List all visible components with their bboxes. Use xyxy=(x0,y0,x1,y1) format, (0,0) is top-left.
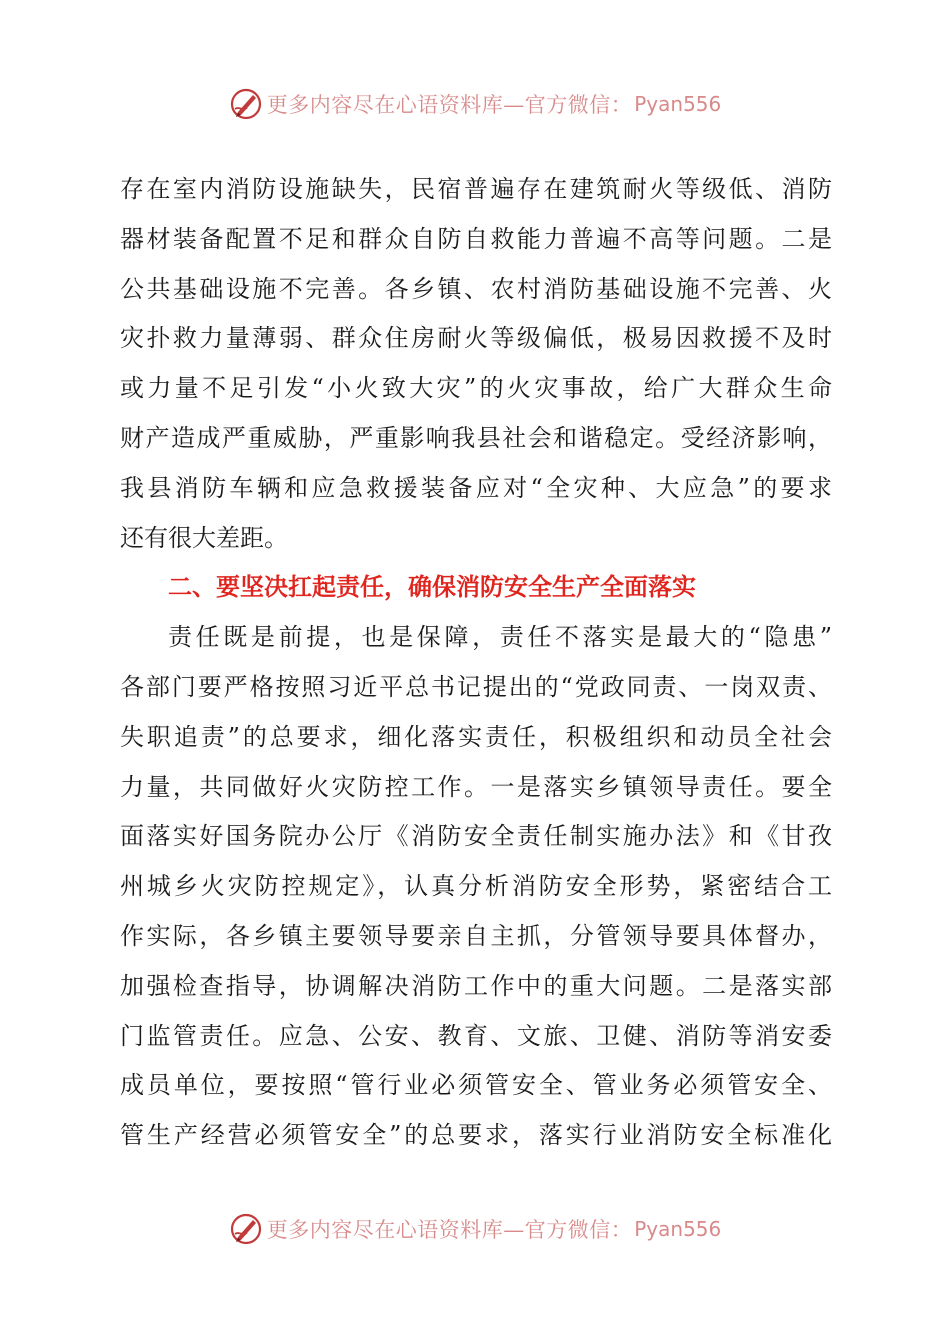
paragraph-2-line: 力量，共同做好火灾防控工作。一是落实乡镇领导责任。要全 xyxy=(120,772,832,801)
paragraph-2-line: 责任既是前提，也是保障，责任不落实是最大的“隐患” xyxy=(168,623,832,652)
section-heading: 二、要坚决扛起责任，确保消防安全生产全面落实 xyxy=(168,573,696,602)
banner-text: 更多内容尽在心语资料库—官方微信： xyxy=(266,1218,633,1242)
pen-logo-icon xyxy=(229,1212,263,1246)
paragraph-2-line: 面落实好国务院办公厅《消防安全责任制实施办法》和《甘孜 xyxy=(120,822,832,851)
header-banner xyxy=(0,84,950,124)
paragraph-2-line: 加强检查指导，协调解决消防工作中的重大问题。二是落实部 xyxy=(120,971,832,1000)
paragraph-1-line: 灾扑救力量薄弱、群众住房耐火等级偏低，极易因救援不及时 xyxy=(120,324,832,353)
paragraph-1-line: 还有很大差距。 xyxy=(120,523,288,552)
paragraph-1-line: 财产造成严重威胁，严重影响我县社会和谐稳定。受经济影响， xyxy=(120,423,832,452)
paragraph-1-line: 存在室内消防设施缺失，民宿普遍存在建筑耐火等级低、消防 xyxy=(120,175,832,203)
paragraph-2-line: 成员单位，要按照“管行业必须管安全、管业务必须管安全、 xyxy=(120,1071,832,1100)
paragraph-1-line: 器材装备配置不足和群众自防自救能力普遍不高等问题。二是 xyxy=(120,224,832,253)
paragraph-1-line: 或力量不足引发“小火致大灾”的火灾事故，给广大群众生命 xyxy=(120,374,832,403)
footer-banner xyxy=(0,1209,950,1249)
pen-logo-icon xyxy=(229,87,263,121)
paragraph-2-line: 州城乡火灾防控规定》，认真分析消防安全形势，紧密结合工 xyxy=(120,872,832,901)
paragraph-2-line: 门监管责任。应急、公安、教育、文旅、卫健、消防等消安委 xyxy=(120,1021,832,1050)
paragraph-1-line: 公共基础设施不完善。各乡镇、农村消防基础设施不完善、火 xyxy=(120,274,832,303)
banner-contact: Pyan556 xyxy=(634,1217,722,1241)
paragraph-1-line: 我县消防车辆和应急救援装备应对“全灾种、大应急”的要求 xyxy=(120,473,832,502)
paragraph-2-line: 各部门要严格按照习近平总书记提出的“党政同责、一岗双责、 xyxy=(120,672,832,701)
banner-contact: Pyan556 xyxy=(634,92,722,116)
paragraph-2-line: 管生产经营必须管安全”的总要求，落实行业消防安全标准化 xyxy=(120,1121,832,1150)
banner-text: 更多内容尽在心语资料库—官方微信： xyxy=(266,93,633,117)
paragraph-2-line: 作实际，各乡镇主要领导要亲自主抓，分管领导要具体督办， xyxy=(120,921,832,950)
paragraph-2-line: 失职追责”的总要求，细化落实责任，积极组织和动员全社会 xyxy=(120,722,832,751)
document-body xyxy=(120,165,832,1161)
